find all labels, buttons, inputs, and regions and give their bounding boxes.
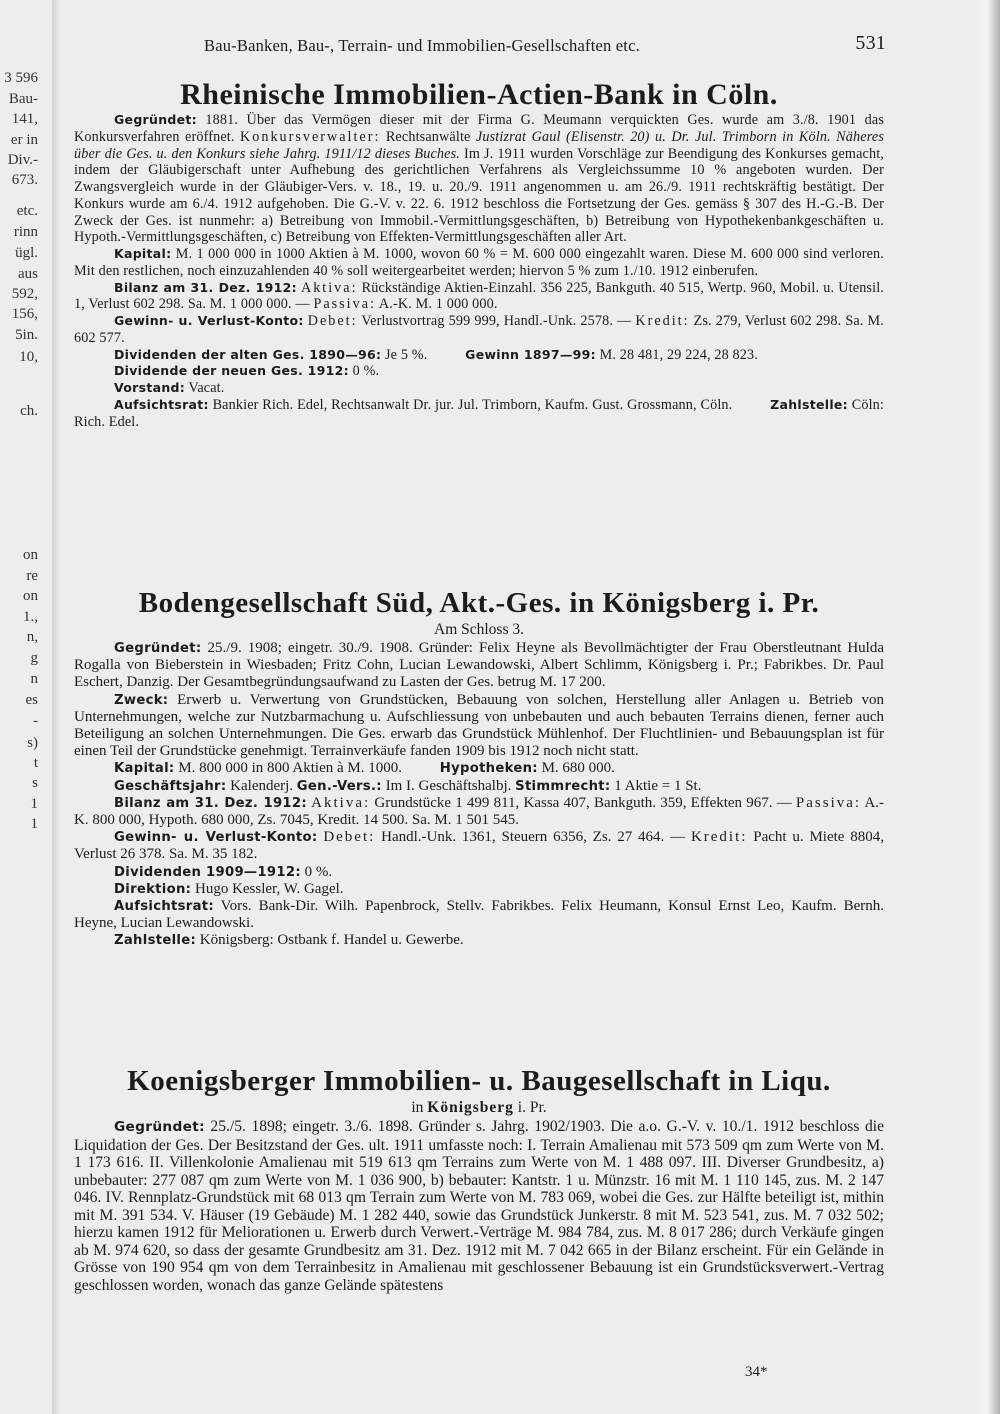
field-label: Gegründet:: [114, 112, 197, 127]
entry-paragraph: [74, 397, 884, 431]
ledger-side-label: Aktiva:: [311, 794, 371, 811]
company-heading: Bodengesellschaft Süd, Akt.-Ges. in Königsberg i. Pr.: [138, 587, 820, 619]
entry-paragraph: [74, 881, 884, 898]
field-text: Verlustvortrag 599 999, Handl.-Unk. 2578. —: [357, 313, 636, 329]
field-text: Im I. Geschäftshalbj.: [381, 777, 516, 794]
location-prefix: in: [411, 1099, 428, 1116]
entry-paragraph: [74, 864, 884, 881]
field-text: Vacat.: [185, 380, 225, 396]
field-text: Im J. 1911 wurden Vorschläge zur Beendigung des Konkurses gemacht, indem der Gläubigerschaft unter Aufhebung des gerichtlichen Verfahrens als Vergleichssumme 10 % angeboten wurden. Der Zwangsvergleich wurde in der Gläubiger-Vers. v. 18., 19. u. 20./9. 1911 angenommen u. am 26./9. 1911 rechtskräftig bestätigt. Der Konkurs wurde am 6./4. 1912 aufgehoben. Die G.-V. v. 22. 6. 1912 beschloss die Fortsetzung der Ges. gemäss § 307 des H.-G.-B. Der Zweck der Ges. ist nunmehr: a) Betreibung von Immobil.-Vermittlungsgeschäften, b) Betreibung von Hypothekenbankgeschäften u. Hypoth.-Vermittlungsgeschäften, c) Betreibung von Effekten-Vermittlungsgeschäften aller Art.: [74, 145, 884, 246]
field-label: Dividende der neuen Ges. 1912:: [114, 363, 349, 379]
location-suffix: i. Pr.: [513, 1099, 547, 1116]
company-heading: Rheinische Immobilien-Actien-Bank in Cöln.: [180, 78, 778, 111]
field-label: Bilanz am 31. Dez. 1912:: [114, 279, 297, 295]
margin-fragment: on: [23, 547, 38, 563]
field-label: Gegründet:: [114, 641, 202, 656]
margin-fragment: 141,: [11, 111, 38, 127]
entry-paragraph: [74, 1118, 884, 1294]
margin-fragment: g: [30, 650, 38, 666]
entry-body: [74, 640, 884, 950]
field-text: 25./9. 1908; eingetr. 30./9. 1908. Gründer: Felix Heyne als Bevollmächtigter der Frau Oberstleutnant Hulda Rogalla von Bieberstein in Wiesbaden; Fritz Cohn, Lucian Lewandowski, Albert Schlimm, Königsberg i. Pr.; Fabrikbes. Dr. Paul Eschert, Danzig. Der Gesamtbegründungsaufwand zu Lasten der Ges. betrug M. 17 200.: [74, 640, 884, 691]
field-text: Pacht u. Miete 8804, Verlust 26 378. Sa. M. 35 182.: [74, 829, 885, 863]
field-text: Königsberg: Ostbank f. Handel u. Gewerbe.: [196, 932, 464, 949]
margin-fragment: es: [25, 692, 38, 708]
field-text: A.-K. 800 000, Hypoth. 680 000, Zs. 7045, Kredit. 14 500. Sa. M. 1 501 545.: [74, 794, 885, 829]
running-header: [78, 34, 886, 60]
ledger-side-label: Passiva:: [795, 794, 862, 811]
field-text: Je 5 %.: [381, 346, 432, 363]
margin-fragment: 1: [30, 816, 38, 832]
sheet-signature: 34*: [745, 1364, 768, 1380]
company-entry-rheinische: [74, 78, 884, 430]
entry-paragraph: [74, 932, 884, 949]
margin-fragment: s: [32, 775, 38, 791]
ledger-side-label: Kredit:: [635, 313, 690, 329]
field-label: Vorstand:: [114, 380, 186, 395]
field-text: Grundstücke 1 499 811, Kassa 407, Bankguth. 359, Effekten 967. —: [370, 794, 796, 811]
ledger-side-label: Konkursverwalter:: [240, 128, 381, 145]
field-text: 25./5. 1898; eingetr. 3./6. 1898. Gründer s. Jahrg. 1902/1903. Die a.o. G.-V. v. 10./1. 1912 beschloss die Liquidation der Ges. Der Besitzstand der Ges. ult. 1911 umfasste noch: I. Terrain Amalienau mit 573 509 qm zum Werte von M. 1 173 616. II. Villenkolonie Amalienau mit 519 613 qm Terrains zum Werte von M. 1 488 097. III. Diverser Grundbesitz, a) unbebauter: 277 087 qm zum Werte von M. 1 036 900, b) bebauter: Kantstr. 1 u. Münzstr. 16 mit M. 1 110 145, zus. M. 2 147 046. IV. Rennplatz-Grundstück mit 68 013 qm Terrain zum Werte von M. 783 069, wobei die Ges. zur Hälfte beteiligt ist, mithin mit M. 391 534. V. Häuser (19 Gebäude) M. 1 282 440, sowie das Grundstück Junkerstr. 8 mit M. 523 541, zus. M. 7 032 502; hierzu kamen 1912 für Meliorationen u. Erwerb durch Verwert.-Verträge M. 984 784, zus. M. 8 017 286; durch Verkäufe gingen ab M. 974 620, so dass der gesamte Grundbesitz am 31. Dez. 1912 mit M. 7 042 665 in der Bilanz erscheint. Für ein Gelände in Grösse von 190 954 qm von dem Terrainbesitz in Amalienau mit geschlossener Bebauung ist ein Grundstücksverwert.-Vertrag geschlossen worden, wonach das ganze Gelände spätestens: [74, 1118, 884, 1294]
field-label: Bilanz am 31. Dez. 1912:: [114, 795, 307, 811]
location-city: Königsberg: [427, 1099, 514, 1116]
field-text: 0 %.: [300, 863, 333, 880]
margin-fragment: 1.,: [23, 609, 38, 625]
margin-fragment: 156,: [11, 306, 38, 322]
field-text: A.-K. M. 1 000 000.: [375, 296, 498, 313]
field-label: Zahlstelle:: [114, 933, 197, 949]
company-address: [74, 620, 884, 640]
entry-paragraph: [74, 380, 884, 397]
entry-paragraph: [74, 692, 884, 761]
field-label: Gen.-Vers.:: [296, 778, 382, 794]
margin-fragment: s): [27, 735, 38, 751]
field-label: Zweck:: [114, 692, 169, 708]
field-label: Hypotheken:: [439, 761, 538, 777]
field-text: Kalenderj.: [226, 777, 297, 794]
field-label: Gewinn 1897—99:: [465, 346, 596, 362]
margin-fragment: n,: [26, 629, 38, 645]
entry-paragraph: [74, 795, 884, 829]
margin-fragment: 673.: [11, 172, 38, 188]
ledger-side-label: Debet:: [307, 313, 358, 329]
margin-fragment: er in: [10, 132, 38, 148]
binding-gutter-shadow: [52, 0, 60, 1414]
field-text: 1 Aktie = 1 St.: [610, 777, 702, 794]
field-text: Hugo Kessler, W. Gagel.: [191, 880, 344, 897]
margin-fragment: etc.: [16, 203, 38, 219]
margin-fragment: ügl.: [15, 245, 38, 261]
field-text: Cöln: Rich. Edel.: [74, 396, 884, 430]
field-text: Zs. 279, Verlust 602 298. Sa. M. 602 577.: [74, 313, 884, 346]
margin-fragment: 592,: [11, 286, 38, 302]
margin-fragment: -: [33, 713, 38, 729]
field-label: Kapital:: [114, 761, 175, 777]
ledger-side-label: Aktiva:: [300, 279, 358, 296]
field-text: M. 28 481, 29 224, 28 823.: [595, 346, 758, 363]
margin-fragment: 5in.: [15, 327, 38, 343]
field-label: Stimmrecht:: [515, 778, 611, 794]
margin-fragment: 10,: [19, 349, 38, 365]
entry-paragraph: [74, 640, 884, 692]
entry-paragraph: [74, 313, 884, 347]
field-label: Gewinn- u. Verlust-Konto:: [114, 313, 304, 328]
ledger-side-label: Debet:: [323, 829, 376, 846]
margin-fragment: aus: [18, 266, 38, 282]
field-text: M. 800 000 in 800 Aktien à M. 1000.: [174, 760, 406, 777]
field-label: Aufsichtsrat:: [114, 396, 209, 412]
entry-paragraph: [74, 829, 884, 863]
entry-paragraph: [74, 778, 884, 795]
margin-fragment: on: [23, 588, 38, 604]
ledger-side-label: Kredit:: [690, 829, 748, 846]
margin-fragment: rinn: [13, 224, 38, 240]
address-text: Am Schloss 3.: [434, 621, 524, 638]
field-text: M. 680 000.: [537, 760, 615, 777]
company-heading: Koenigsberger Immobilien- u. Baugesellschaft in Liqu.: [127, 1065, 831, 1097]
entry-paragraph: [74, 280, 884, 314]
margin-fragment: 3 596: [4, 70, 38, 86]
field-label: Direktion:: [114, 881, 192, 897]
margin-fragment: Bau-: [8, 91, 38, 107]
field-label: Gegründet:: [114, 1119, 205, 1135]
field-text: Rückständige Aktien-Einzahl. 356 225, Bankguth. 40 515, Wertp. 960, Mobil. u. Utensil. 1, Verlust 602 298. Sa. M. 1 000 000. —: [74, 279, 884, 313]
field-text: Bankier Rich. Edel, Rechtsanwalt Dr. jur. Jul. Trimborn, Kaufm. Gust. Grossmann, Cöln.: [208, 396, 737, 413]
field-label: Zahlstelle:: [770, 396, 848, 412]
entry-body: [74, 1118, 884, 1294]
field-label: Dividenden der alten Ges. 1890—96:: [114, 346, 382, 362]
page-edge-shadow: [978, 0, 1000, 1414]
ledger-side-label: Passiva:: [313, 296, 376, 313]
entry-paragraph: [74, 112, 884, 246]
field-label: Geschäftsjahr:: [114, 778, 227, 794]
company-entry-bodengesellschaft: [74, 586, 884, 950]
company-entry-koenigsberger: [74, 1064, 884, 1294]
margin-fragment: n: [30, 671, 38, 687]
entry-body: [74, 112, 884, 430]
margin-fragment: re: [26, 568, 38, 584]
company-location: [74, 1098, 884, 1118]
field-label: Dividenden 1909—1912:: [114, 864, 301, 880]
field-label: Gewinn- u. Verlust-Konto:: [114, 830, 318, 846]
field-text: Handl.-Unk. 1361, Steuern 6356, Zs. 27 464. —: [375, 829, 691, 846]
field-text: M. 1 000 000 in 1000 Aktien à M. 1000, wovon 60 % = M. 600 000 eingezahlt waren. Diese M. 600 000 sind verloren. Mit den restlichen, noch einzuzahlenden 40 % soll weitergearbeitet werden; hiervon 5 % zum 1./10. 1912 einberufen.: [74, 246, 884, 279]
entry-paragraph: [74, 246, 884, 280]
running-title: Bau-Banken, Bau-, Terrain- und Immobilien-Gesellschaften etc.: [204, 36, 640, 55]
margin-fragment: 1: [30, 796, 38, 812]
previous-page-margin-fragments: [0, 0, 60, 1414]
entry-paragraph: [74, 347, 884, 364]
entry-paragraph: [74, 363, 884, 380]
margin-fragment: Div.-: [7, 152, 38, 168]
entry-paragraph: [74, 898, 884, 932]
margin-fragment: ch.: [20, 403, 38, 419]
field-text: Justizrat Gaul (Elisenstr. 20) u. Dr. Jul. Trimborn in Köln. Näheres über die Ges. u. den Konkurs siehe Jahrg. 1911/12 dieses Buches.: [74, 128, 884, 162]
margin-fragment: t: [33, 755, 38, 771]
field-text: Vors. Bank-Dir. Wilh. Papenbrock, Stellv. Fabrikbes. Felix Heumann, Konsul Ernst Leo, Kaufm. Bernh. Heyne, Lucian Lewandowski.: [74, 898, 884, 932]
field-text: Erwerb u. Verwertung von Grundstücken, Bebauung von solchen, Herstellung aller Anlagen u. Betrieb von Unternehmungen, welche zur Nutzbarmachung u. Aufschliessung von unbebauten und auch bebauten Terrains dienen, ferner auch Beteiligung an solchen Unternehmungen. Die Ges. erwarb das Grundstück Mühlenhof. Der Fluchtlinien- und Bebauungsplan ist für einen Teil der Grundstücke genehmigt. Terrainverkäufe fanden 1909 bis 1912 noch nicht statt.: [74, 691, 884, 760]
entry-paragraph: [74, 760, 884, 777]
field-text: 0 %.: [348, 363, 380, 380]
field-text: Rechtsanwälte: [380, 128, 476, 145]
field-label: Kapital:: [114, 246, 172, 261]
field-label: Aufsichtsrat:: [114, 899, 214, 915]
field-text: 1881. Über das Vermögen dieser mit der Firma G. Meumann verquickten Ges. wurde am 3./8. 1901 das Konkursverfahren eröffnet.: [74, 112, 884, 145]
page-number: 531: [855, 32, 886, 54]
